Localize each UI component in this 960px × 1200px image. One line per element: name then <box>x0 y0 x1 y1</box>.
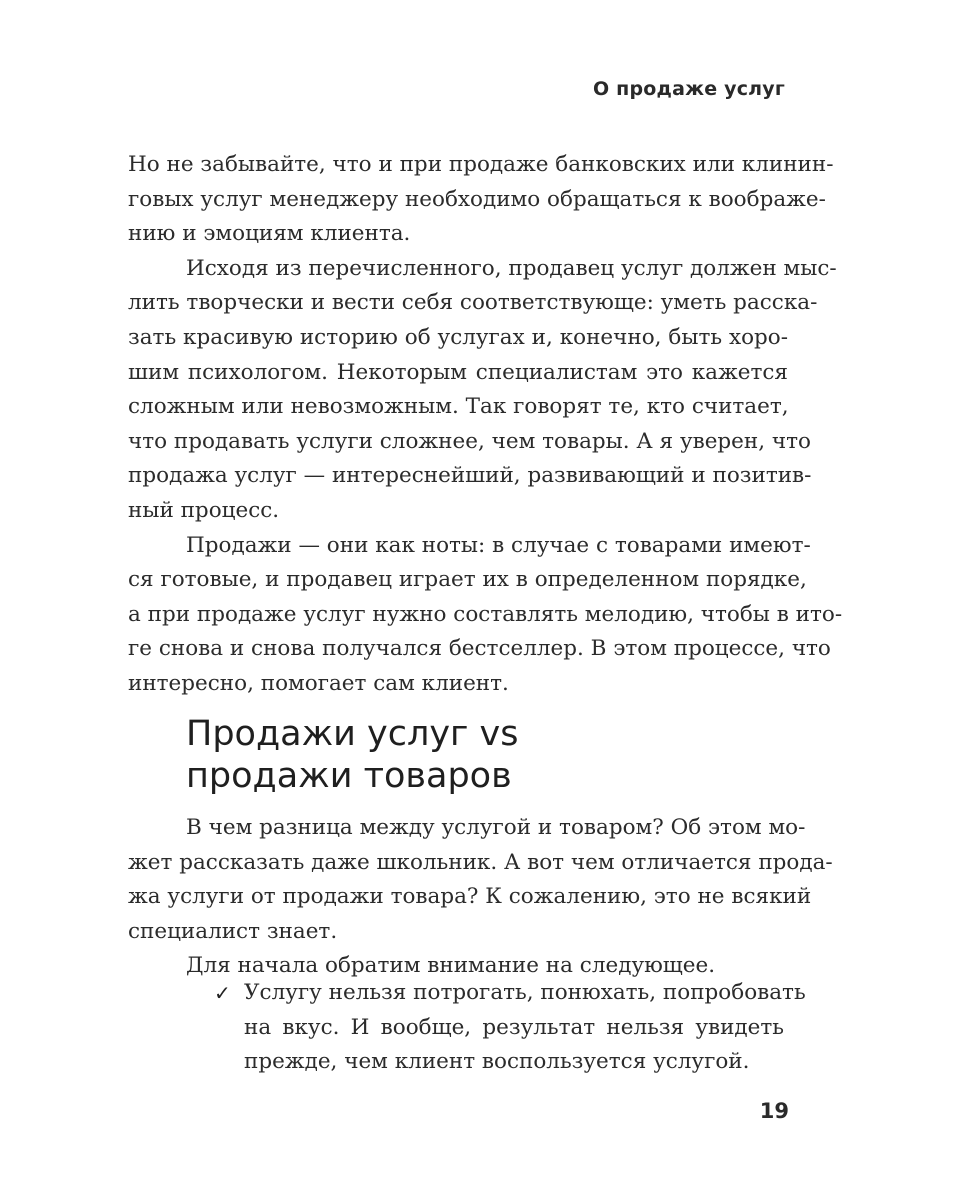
text-line: Исходя из перечисленного, продавец услуг должен мыс- <box>186 255 837 281</box>
text-line: жа услуги от продажи товара? К сожалению, это не всякий <box>128 884 812 910</box>
running-title: О продаже услуг <box>593 78 785 100</box>
text-line: интересно, помогает сам клиент. <box>128 670 509 696</box>
bullet-item <box>214 976 806 1080</box>
paragraph <box>128 811 833 949</box>
text-line: ный процесс. <box>128 497 280 523</box>
text-line: зать красивую историю об услугах и, конечно, быть хоро- <box>128 324 788 350</box>
section-heading <box>186 713 519 797</box>
text-line: прежде, чем клиент воспользуется услугой. <box>244 1049 750 1075</box>
text-line: лить творчески и вести себя соответствующе: уметь расска- <box>128 290 818 316</box>
text-line: ге снова и снова получался бестселлер. В этом процессе, что <box>128 636 831 662</box>
text-line: сложным или невозможным. Так говорят те, кто считает, <box>128 394 789 420</box>
section-1-text <box>128 148 843 702</box>
checkmark-icon: ✓ <box>214 981 231 1005</box>
text-line: специалист знает. <box>128 918 338 944</box>
text-line: В чем разница между услугой и товаром? Об этом мо- <box>186 815 806 840</box>
text-line: Услугу нельзя потрогать, понюхать, попробовать <box>244 980 806 1005</box>
text-line: продажа услуг — интереснейший, развивающий и позитив- <box>128 463 812 489</box>
text-line: Для начала обратим внимание на следующее. <box>186 953 716 979</box>
paragraph <box>128 252 837 529</box>
bullet-text <box>244 976 806 1080</box>
text-line: а при продаже услуг нужно составлять мелодию, чтобы в ито- <box>128 601 843 627</box>
text-line: жет рассказать даже школьник. А вот чем отличается прода- <box>128 849 833 875</box>
page-number: 19 <box>759 1099 789 1123</box>
text-line: что продавать услуги сложнее, чем товары. А я уверен, что <box>128 428 811 454</box>
text-line: Продажи — они как ноты: в случае с товарами имеют- <box>186 532 811 558</box>
section-2-text <box>128 811 833 984</box>
text-line: на вкус. И вообще, результат нельзя увидеть <box>244 1014 784 1040</box>
paragraph <box>128 148 834 252</box>
text-line: ся готовые, и продавец играет их в определенном порядке, <box>128 567 807 593</box>
heading-line: Продажи услуг vs <box>186 714 519 754</box>
text-line: говых услуг менеджеру необходимо обращаться к воображе- <box>128 186 826 212</box>
text-line: Но не забывайте, что и при продаже банковских или клинин- <box>128 152 834 177</box>
heading-line: продажи товаров <box>186 756 512 796</box>
paragraph <box>128 529 843 702</box>
text-line: нию и эмоциям клиента. <box>128 221 411 247</box>
text-line: шим психологом. Некоторым специалистам это кажется <box>128 359 788 385</box>
